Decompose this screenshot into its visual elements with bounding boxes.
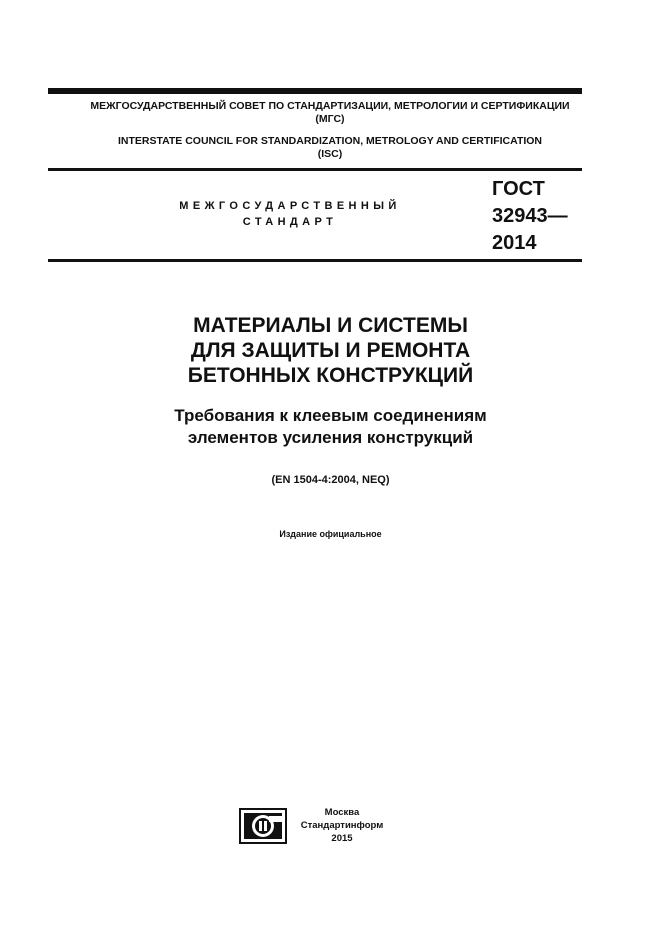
subtitle-line2: элементов усиления конструкций (187, 428, 474, 447)
title-line1: МАТЕРИАЛЫ И СИСТЕМЫ (193, 314, 468, 337)
designation-line2: 32943— (492, 205, 568, 227)
council-abbr-en: (ISC) (317, 148, 343, 160)
middle-rule (48, 168, 582, 171)
council-name-en (48, 135, 612, 161)
council-name-ru-text: МЕЖГОСУДАРСТВЕННЫЙ СОВЕТ ПО СТАНДАРТИЗАЦИИ, МЕТРОЛОГИИ И СЕРТИФИКАЦИИ (90, 100, 570, 112)
designation-line3: 2014 (492, 232, 537, 254)
standard-type-line1: МЕЖГОСУДАРСТВЕННЫЙ (179, 200, 401, 212)
document-subtitle (0, 405, 661, 449)
publisher-info (290, 806, 394, 845)
standard-designation (492, 176, 568, 257)
designation-line1: ГОСТ (492, 178, 545, 200)
subtitle-line1: Требования к клеевым соединениям (174, 406, 487, 425)
title-line2: ДЛЯ ЗАЩИТЫ И РЕМОНТА (190, 339, 471, 362)
top-rule (48, 88, 582, 94)
publisher-name: Стандартинформ (300, 820, 384, 831)
document-title (0, 313, 661, 388)
standard-type (140, 198, 440, 230)
council-abbr-ru: (МГС) (315, 113, 345, 125)
en-reference: (EN 1504-4:2004, NEQ) (271, 474, 390, 486)
standartinform-logo-icon (239, 808, 287, 844)
publisher-city: Москва (324, 807, 360, 818)
council-name-en-text: INTERSTATE COUNCIL FOR STANDARDIZATION, METROLOGY AND CERTIFICATION (117, 135, 543, 147)
title-line3: БЕТОННЫХ КОНСТРУКЦИЙ (187, 364, 474, 387)
standard-type-line2: СТАНДАРТ (242, 216, 338, 228)
edition-note: Издание официальное (279, 529, 382, 539)
council-name-ru (48, 100, 612, 126)
bottom-rule (48, 259, 582, 262)
publisher-year: 2015 (331, 833, 353, 844)
